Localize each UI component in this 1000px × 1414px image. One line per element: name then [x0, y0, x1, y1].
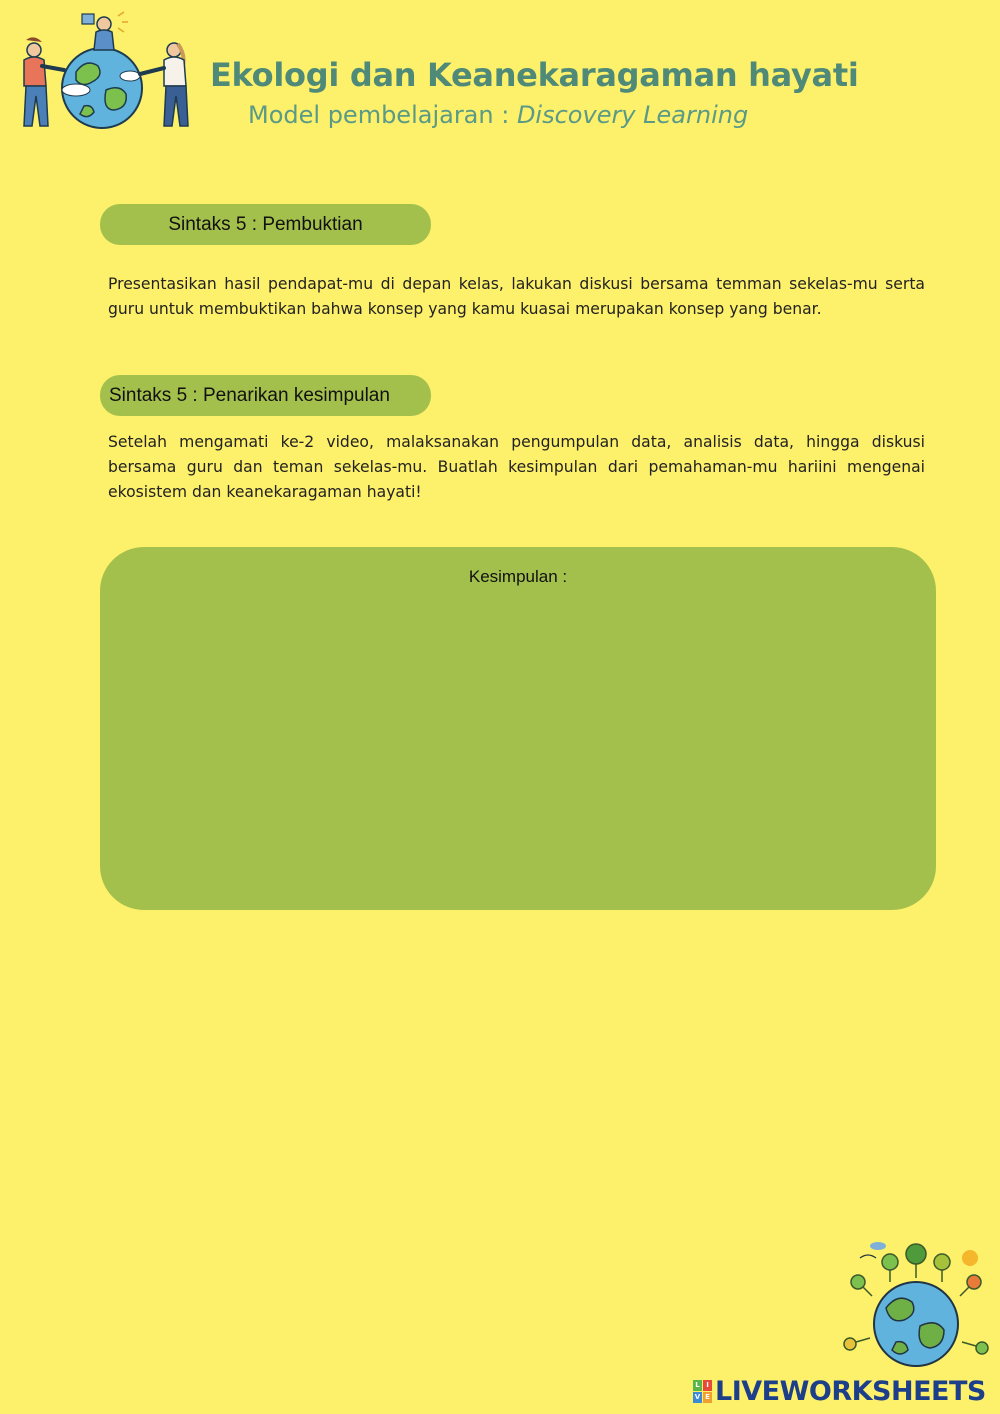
section-text-kesimpulan: Setelah mengamati ke-2 video, malaksanakan pengumpulan data, analisis data, hingga diskusi bersama guru dan teman sekelas-mu. Buatlah kesimpulan dari pemahaman-mu hariini mengenai ekosistem dan keanekaragaman hayati! [108, 433, 925, 501]
logo-letter-v: V [694, 1393, 701, 1401]
subtitle-emphasis: Discovery Learning [516, 101, 749, 129]
section-heading-kesimpulan: Sintaks 5 : Penarikan kesimpulan [100, 375, 431, 416]
logo-text: LIVEWORKSHEETS [715, 1375, 986, 1407]
logo-letter-i: I [703, 1380, 712, 1391]
logo-letter-squares [693, 1380, 712, 1403]
conclusion-answer-box[interactable] [100, 547, 936, 910]
page-title: Ekologi dan Keanekaragaman hayati [210, 56, 859, 94]
earth-nature-icon [820, 1238, 992, 1378]
conclusion-input[interactable] [130, 602, 906, 885]
page-subtitle [248, 101, 948, 129]
logo-letter-l: L [693, 1380, 702, 1391]
section-heading-pembuktian: Sintaks 5 : Pembuktian [100, 204, 431, 245]
logo-letter-e: E [703, 1392, 712, 1403]
section-text-pembuktian: Presentasikan hasil pendapat-mu di depan kelas, lakukan diskusi bersama temman sekelas-mu serta guru untuk membuktikan bahwa konsep yang kamu kuasai merupakan konsep yang benar. [108, 275, 925, 318]
subtitle-prefix: Model pembelajaran : [248, 101, 517, 129]
people-watering-earth-icon [14, 10, 189, 132]
liveworksheets-logo [693, 1373, 986, 1409]
conclusion-label: Kesimpulan : [468, 567, 568, 586]
